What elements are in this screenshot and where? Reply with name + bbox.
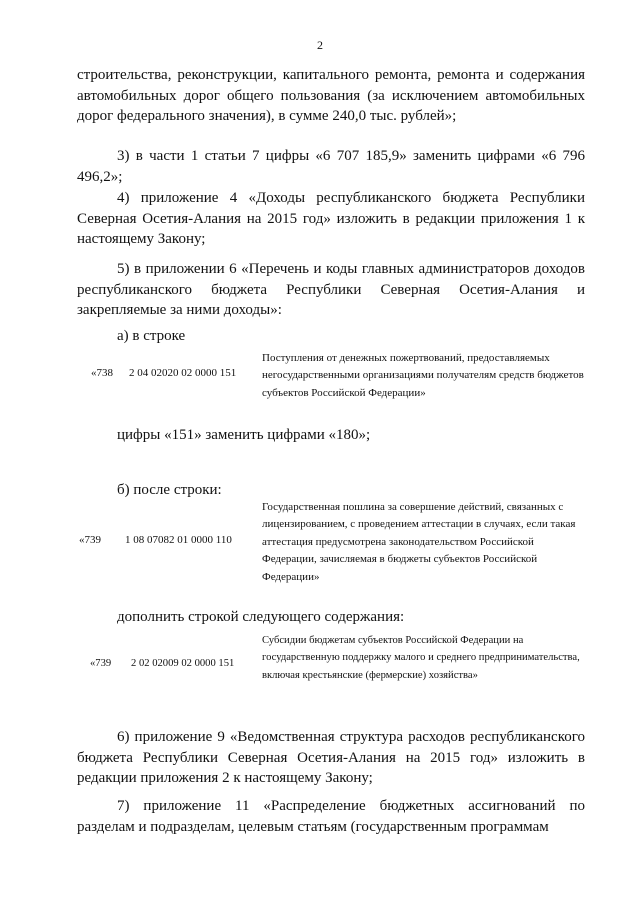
- replace-instruction: цифры «151» заменить цифрами «180»;: [117, 427, 371, 443]
- subitem-b-label: б) после строки:: [117, 482, 222, 498]
- add-row-instruction: дополнить строкой следующего содержания:: [117, 609, 405, 625]
- admin-code: «739: [79, 534, 101, 546]
- paragraph-item-5: 5) в приложении 6 «Перечень и коды главных администраторов доходов республиканского бюджета Республики Северная Осетия-Алания и закрепляемые за ними доходы»:: [77, 261, 585, 319]
- budget-classification-code: 1 08 07082 01 0000 110: [125, 534, 232, 546]
- subitem-a-label: а) в строке: [117, 328, 186, 344]
- paragraph-item-3: 3) в части 1 статьи 7 цифры «6 707 185,9» заменить цифрами «6 796 496,2»;: [77, 148, 585, 185]
- paragraph-continuation: строительства, реконструкции, капитального ремонта, ремонта и содержания автомобильных дорог общего пользования (за исключением автомобильных дорог федерального значения), в сумме 240,0 тыс. рублей»;: [77, 67, 585, 125]
- admin-code: «739: [90, 658, 112, 669]
- budget-classification-code: 2 02 02009 02 0000 151: [131, 658, 235, 669]
- paragraph-item-7: 7) приложение 11 «Распределение бюджетных ассигнований по разделам и подразделам, целевым статьям (государственным программам: [77, 798, 585, 835]
- page-number: 2: [317, 38, 323, 52]
- paragraph-item-4: 4) приложение 4 «Доходы республиканского бюджета Республики Северная Осетия-Алания на 2015 год» изложить в редакции приложения 1 к настоящему Закону;: [77, 190, 585, 248]
- revenue-description: Поступления от денежных пожертвований, предоставляемых негосударственными организациями получателям средств бюджетов субъектов Российской Федерации»: [262, 352, 584, 399]
- budget-classification-code: 2 04 02020 02 0000 151: [129, 367, 237, 379]
- revenue-description: Субсидии бюджетам субъектов Российской Федерации на государственную поддержку малого и среднего предпринимательства, включая крестьянские (фермерские) хозяйства»: [262, 635, 580, 681]
- admin-code: «738: [91, 367, 113, 379]
- revenue-description: Государственная пошлина за совершение действий, связанных с лицензированием, с проведением аттестации в случаях, если такая аттестация предусмотрена законодательством Российской Федерации, зачисляемая в бюджеты субъектов Российской Федерации»: [262, 501, 576, 583]
- paragraph-item-6: 6) приложение 9 «Ведомственная структура расходов республиканского бюджета Республики Северная Осетия-Алания на 2015 год» изложить в редакции приложения 2 к настоящему Закону;: [77, 729, 585, 787]
